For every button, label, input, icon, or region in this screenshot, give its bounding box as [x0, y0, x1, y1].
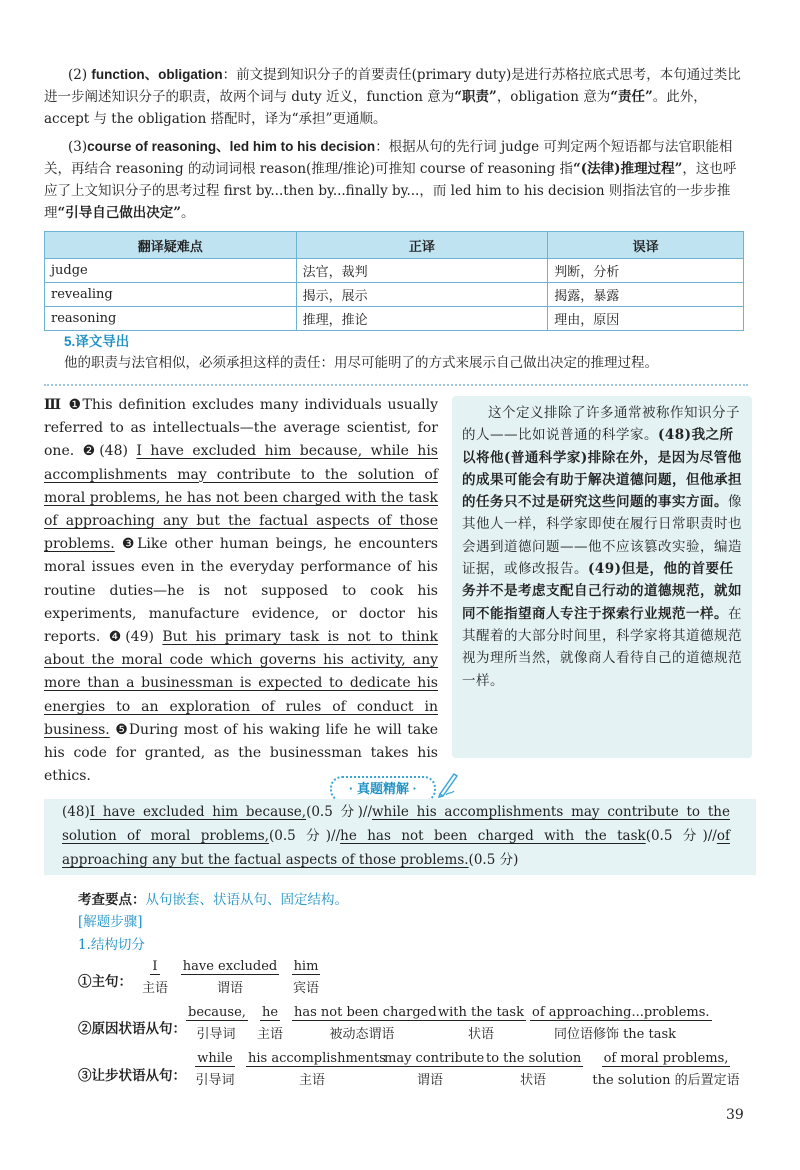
vocab-table-header — [45, 232, 744, 259]
seg-role: 引导词 — [195, 1073, 235, 1088]
paragraph-2 — [44, 64, 748, 130]
para3-text1: ：根据从句的先行词 judge 可判定两个短语都与法官职能相关，再结合 reasoning 的动词词根 reason(推理/推论)可推知 course of reasoning 指 — [44, 139, 733, 177]
translation-1: 这个定义排除了许多通常被称作知识分子的人——比如说普通的科学家。 — [462, 405, 740, 444]
answer-part-4: of approaching any but the factual aspects of those problems. — [62, 828, 730, 868]
key-points — [78, 888, 348, 908]
seg-word: he — [261, 1005, 279, 1020]
seg-role: the solution 的后置定语 — [592, 1073, 740, 1088]
reason-seg-adverbial — [436, 1005, 526, 1042]
table-cell: reasoning — [45, 307, 297, 331]
paragraph-3 — [44, 136, 748, 224]
main-seg-subject — [140, 959, 170, 996]
para2-bold1: “职责” — [454, 89, 497, 105]
table-cell: 推理，推论 — [296, 307, 548, 331]
sentence-2-num: ❷ — [82, 443, 100, 460]
table-cell: 揭露，暴露 — [548, 283, 744, 307]
reason-seg-conj — [186, 1005, 246, 1042]
reason-seg-appositive — [530, 1005, 710, 1042]
seg-word: with the task — [438, 1005, 524, 1020]
seg-word: him — [293, 959, 319, 974]
para3-bold2: “引导自己做出决定” — [57, 205, 182, 221]
table-cell: 判断，分析 — [548, 259, 744, 283]
para2-bold2: “责任” — [610, 89, 653, 105]
main-seg-object — [286, 959, 326, 996]
sentence-5: During most of his waking life he will take his code for granted, as the businessman takes his ethics. — [44, 721, 438, 785]
seg-role: 主语 — [256, 1027, 283, 1042]
table-cell: 揭示，展示 — [296, 283, 548, 307]
sentence-1: This definition excludes many individuals usually referred to as intellectuals—the average scientist, for one. — [44, 397, 438, 460]
para2-text3: 。此外，accept 与 the obligation 搭配时，译为“承担”更通顺。 — [44, 89, 707, 127]
steps-title: [解题步骤] — [78, 914, 143, 930]
reason-seg-verb — [292, 1005, 437, 1042]
sentence-3: Like other human beings, he encounters moral issues even in the everyday performance of his routine duties—he is not supposed to cook his experiments, manufacture evidence, or doctor his reports. — [44, 536, 438, 646]
seg-word: of approaching...problems. — [532, 1005, 710, 1020]
table-row — [45, 259, 744, 283]
sentence-3-num: ❸ — [121, 536, 138, 553]
divider — [44, 384, 748, 386]
seg-word: because, — [188, 1005, 246, 1020]
answer-mark: (48) — [62, 804, 90, 820]
seg-role: 谓语 — [216, 981, 243, 996]
sentence-1-num: ❶ — [68, 397, 83, 413]
col-wrong: 误译 — [548, 232, 744, 259]
col-correct: 正译 — [296, 232, 548, 259]
sentence-4: But his primary task is not to think about the moral code which governs his activity, any more than a businessman is expected to dedicate his energies to an exploration of rules of conduct in business. — [44, 629, 439, 738]
answer-part-1: I have excluded him because, — [89, 804, 307, 820]
translation-text — [462, 402, 746, 692]
para2-text1: ：前文提到知识分子的首要责任(primary duty)是进行苏格拉底式思考，本句通过类比进一步阐述知识分子的职责，故两个词与 duty 近义，function 意为 — [44, 67, 741, 105]
para2-text2: ，obligation 意为 — [496, 89, 611, 105]
translation-5: 在其醒着的大部分时间里，科学家将其道德规范视为理所当然，就像商人看待自己的道德规范一样。 — [462, 605, 742, 689]
seg-word: have excluded — [182, 959, 278, 974]
key-points-value: 从句嵌套、状语从句、固定结构。 — [145, 892, 348, 908]
key-points-label: 考查要点： — [78, 892, 146, 908]
table-cell: revealing — [45, 283, 297, 307]
concession-seg-subject — [246, 1051, 386, 1088]
seg-word: to the solution — [486, 1051, 582, 1066]
english-passage — [44, 394, 438, 788]
para2-lead: (2) — [68, 67, 92, 83]
section-tag: · 真题精解 · — [330, 776, 436, 802]
sentence-5-num: ❺ — [115, 721, 129, 738]
vocab-table — [44, 231, 744, 331]
main-clause-label: ①主句： — [78, 974, 132, 990]
pen-icon — [436, 770, 460, 798]
seg-role: 引导词 — [196, 1027, 236, 1042]
seg-role: 被动态谓语 — [329, 1027, 395, 1042]
concession-seg-attributive — [586, 1051, 746, 1088]
section-5-title: 5.译文导出 — [64, 334, 130, 349]
answer-score-1: (0.5 分)// — [306, 804, 372, 820]
seg-role: 主语 — [298, 1073, 325, 1088]
translation-2-mark: (48) — [658, 427, 692, 444]
sentence-2: I have excluded him because, while his accomplishments may contribute to the solution of moral problems, he has not been charged with the task of approaching any but the factual aspects of those problems. — [44, 443, 438, 553]
translation-2: 我之所以将他(普通科学家)排除在外，是因为尽管他的成果可能会有助于解决道德问题，但他承担的任务只不过是研究这些问题的事实方面。 — [462, 427, 742, 511]
answer-score-4: (0.5 分) — [468, 852, 519, 868]
seg-word: his accomplishments — [248, 1051, 386, 1066]
sentence-4-num: ❹ — [108, 629, 126, 646]
translation-3: 像其他人一样，科学家即使在履行日常职责时也会遇到道德问题——他不应该篡改实验，编造证据，或修改报告。 — [462, 494, 742, 578]
seg-role: 状语 — [519, 1073, 546, 1088]
page-number: 39 — [726, 1107, 744, 1123]
col-difficulty: 翻译疑难点 — [45, 232, 297, 259]
concession-clause-label: ③让步状语从句： — [78, 1068, 186, 1084]
para3-term: course of reasoning、led him to his decision — [87, 139, 376, 154]
para2-term: function、obligation — [91, 67, 223, 82]
sentence-4-mark: (49) — [125, 629, 154, 646]
main-seg-verb — [180, 959, 280, 996]
reason-seg-subject — [252, 1005, 288, 1042]
reason-clause-label: ②原因状语从句： — [78, 1021, 186, 1037]
seg-word: while — [197, 1051, 233, 1066]
table-row — [45, 307, 744, 331]
table-cell: judge — [45, 259, 297, 283]
sentence-2-mark: (48) — [99, 443, 128, 460]
table-row — [45, 283, 744, 307]
concession-seg-verb — [382, 1051, 485, 1088]
seg-word: has not been charged — [294, 1005, 437, 1020]
para3-text3: 。 — [181, 205, 195, 221]
step-1-title: 1.结构切分 — [78, 937, 145, 953]
seg-role: 同位语修饰 the task — [553, 1027, 677, 1042]
seg-role: 状语 — [467, 1027, 494, 1042]
answer-score-3: (0.5 分)// — [645, 828, 717, 844]
seg-word: I — [152, 959, 158, 974]
seg-word: may contribute — [384, 1051, 485, 1066]
translation-4-mark: (49) — [588, 561, 622, 578]
concession-seg-adverbial — [484, 1051, 582, 1088]
answer-part-2: while his accomplishments may contribute to the solution of moral problems, — [62, 804, 730, 844]
answer-part-3: he has not been charged with the task — [340, 828, 646, 844]
para3-text2: ，这也呼应了上文知识分子的思考过程 first by...then by...finally by...，而 led him to his decision 则指法官的一步步推理 — [44, 161, 737, 221]
answer-text — [62, 800, 730, 872]
table-cell: 理由，原因 — [548, 307, 744, 331]
part-numeral: Ⅲ — [44, 397, 63, 413]
para3-lead: (3) — [68, 139, 88, 155]
answer-score-2: (0.5 分)// — [268, 828, 341, 844]
seg-word: of moral problems, — [603, 1051, 729, 1066]
section-5-text: 他的职责与法官相似，必须承担这样的责任：用尽可能明了的方式来展示自己做出决定的推理过程。 — [64, 355, 658, 371]
para3-bold1: “(法律)推理过程” — [573, 161, 683, 177]
seg-role: 谓语 — [416, 1073, 443, 1088]
seg-role: 主语 — [141, 981, 168, 996]
table-cell: 法官，裁判 — [296, 259, 548, 283]
translation-4: 但是，他的首要任务并不是考虑支配自己行动的道德规范，就如同不能指望商人专注于探索行业规范一样。 — [462, 561, 742, 622]
concession-seg-conj — [186, 1051, 244, 1088]
seg-role: 宾语 — [292, 981, 319, 996]
